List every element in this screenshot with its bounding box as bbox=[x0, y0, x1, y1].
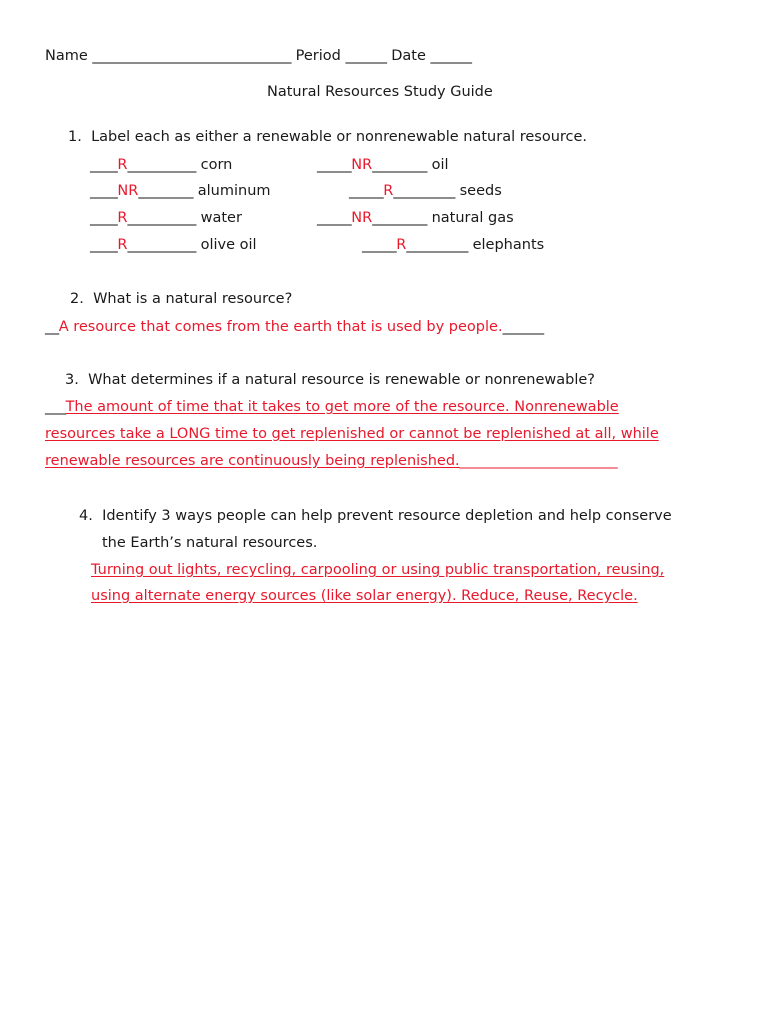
answer-label: NR bbox=[351, 157, 373, 173]
date-field[interactable]: ______ bbox=[430, 48, 472, 64]
answer-label: R bbox=[396, 237, 407, 253]
q3-number: 3. bbox=[65, 372, 79, 388]
resource-item: natural gas bbox=[431, 210, 514, 226]
q1-row-2-left: ____NR________ aluminum bbox=[90, 183, 271, 199]
q2-prompt-line bbox=[70, 290, 292, 308]
name-label: Name bbox=[45, 48, 88, 64]
q4-answer-line-1: Turning out lights, recycling, carpooling or using public transportation, reusing, bbox=[91, 562, 665, 578]
q3-answer-line-3: renewable resources are continuously being replenished._______________________ bbox=[45, 453, 618, 469]
q4-answer-line-2: using alternate energy sources (like solar energy). Reduce, Reuse, Recycle. bbox=[91, 588, 638, 604]
q1-prompt: Label each as either a renewable or nonrenewable natural resource. bbox=[91, 129, 588, 145]
resource-item: aluminum bbox=[197, 183, 271, 199]
q1-row-4-right: _____R_________ elephants bbox=[362, 237, 545, 253]
q1-row-3-left: ____R__________ water bbox=[90, 210, 242, 226]
q1-row-3-right: _____NR________ natural gas bbox=[317, 210, 514, 226]
answer-label: R bbox=[117, 157, 128, 173]
q1-number: 1. bbox=[68, 129, 82, 145]
q3-answer-part-1: The amount of time that it takes to get more of the resource. Nonrenewable bbox=[65, 399, 619, 415]
q3-answer-part-3: renewable resources are continuously being replenished. bbox=[45, 453, 460, 469]
answer-label: R bbox=[383, 183, 394, 199]
q3-prompt: What determines if a natural resource is renewable or nonrenewable? bbox=[88, 372, 595, 388]
q3-prompt-line bbox=[65, 371, 595, 389]
q4-number: 4. bbox=[79, 508, 93, 524]
name-field[interactable]: _____________________________ bbox=[92, 48, 292, 64]
q1-row-4-left: ____R__________ olive oil bbox=[90, 237, 257, 253]
q2-prompt: What is a natural resource? bbox=[93, 291, 293, 307]
resource-item: water bbox=[200, 210, 242, 226]
q1-prompt-line bbox=[68, 128, 587, 146]
answer-label: R bbox=[117, 237, 128, 253]
q4-prompt-line-2: the Earth’s natural resources. bbox=[102, 535, 318, 551]
answer-label: R bbox=[117, 210, 128, 226]
q1-row-1-left: ____R__________ corn bbox=[90, 157, 233, 173]
page-title: Natural Resources Study Guide bbox=[267, 84, 493, 100]
q3-answer-line-2 bbox=[45, 425, 659, 443]
resource-item: elephants bbox=[472, 237, 545, 253]
resource-item: seeds bbox=[459, 183, 502, 199]
q1-row-2-right: _____R_________ seeds bbox=[349, 183, 502, 199]
resource-item: corn bbox=[200, 157, 233, 173]
q2-number: 2. bbox=[70, 291, 84, 307]
period-label: Period bbox=[295, 48, 341, 64]
q1-row-1-right: _____NR________ oil bbox=[317, 157, 449, 173]
q3-answer-line-1: ___The amount of time that it takes to get more of the resource. Nonrenewable bbox=[45, 399, 619, 415]
date-label: Date bbox=[391, 48, 426, 64]
header-line bbox=[45, 47, 472, 65]
q4-prompt-line-1 bbox=[79, 507, 672, 525]
q4-prompt: Identify 3 ways people can help prevent resource depletion and help conserve bbox=[102, 508, 672, 524]
q2-answer-line: __A resource that comes from the earth that is used by people.______ bbox=[45, 319, 544, 335]
answer-label: NR bbox=[117, 183, 139, 199]
q2-answer: A resource that comes from the earth that is used by people. bbox=[58, 319, 503, 335]
resource-item: oil bbox=[431, 157, 449, 173]
resource-item: olive oil bbox=[200, 237, 257, 253]
answer-label: NR bbox=[351, 210, 373, 226]
period-field[interactable]: ______ bbox=[345, 48, 387, 64]
q3-answer-part-2: resources take a LONG time to get replenished or cannot be replenished at all, while bbox=[45, 426, 659, 442]
